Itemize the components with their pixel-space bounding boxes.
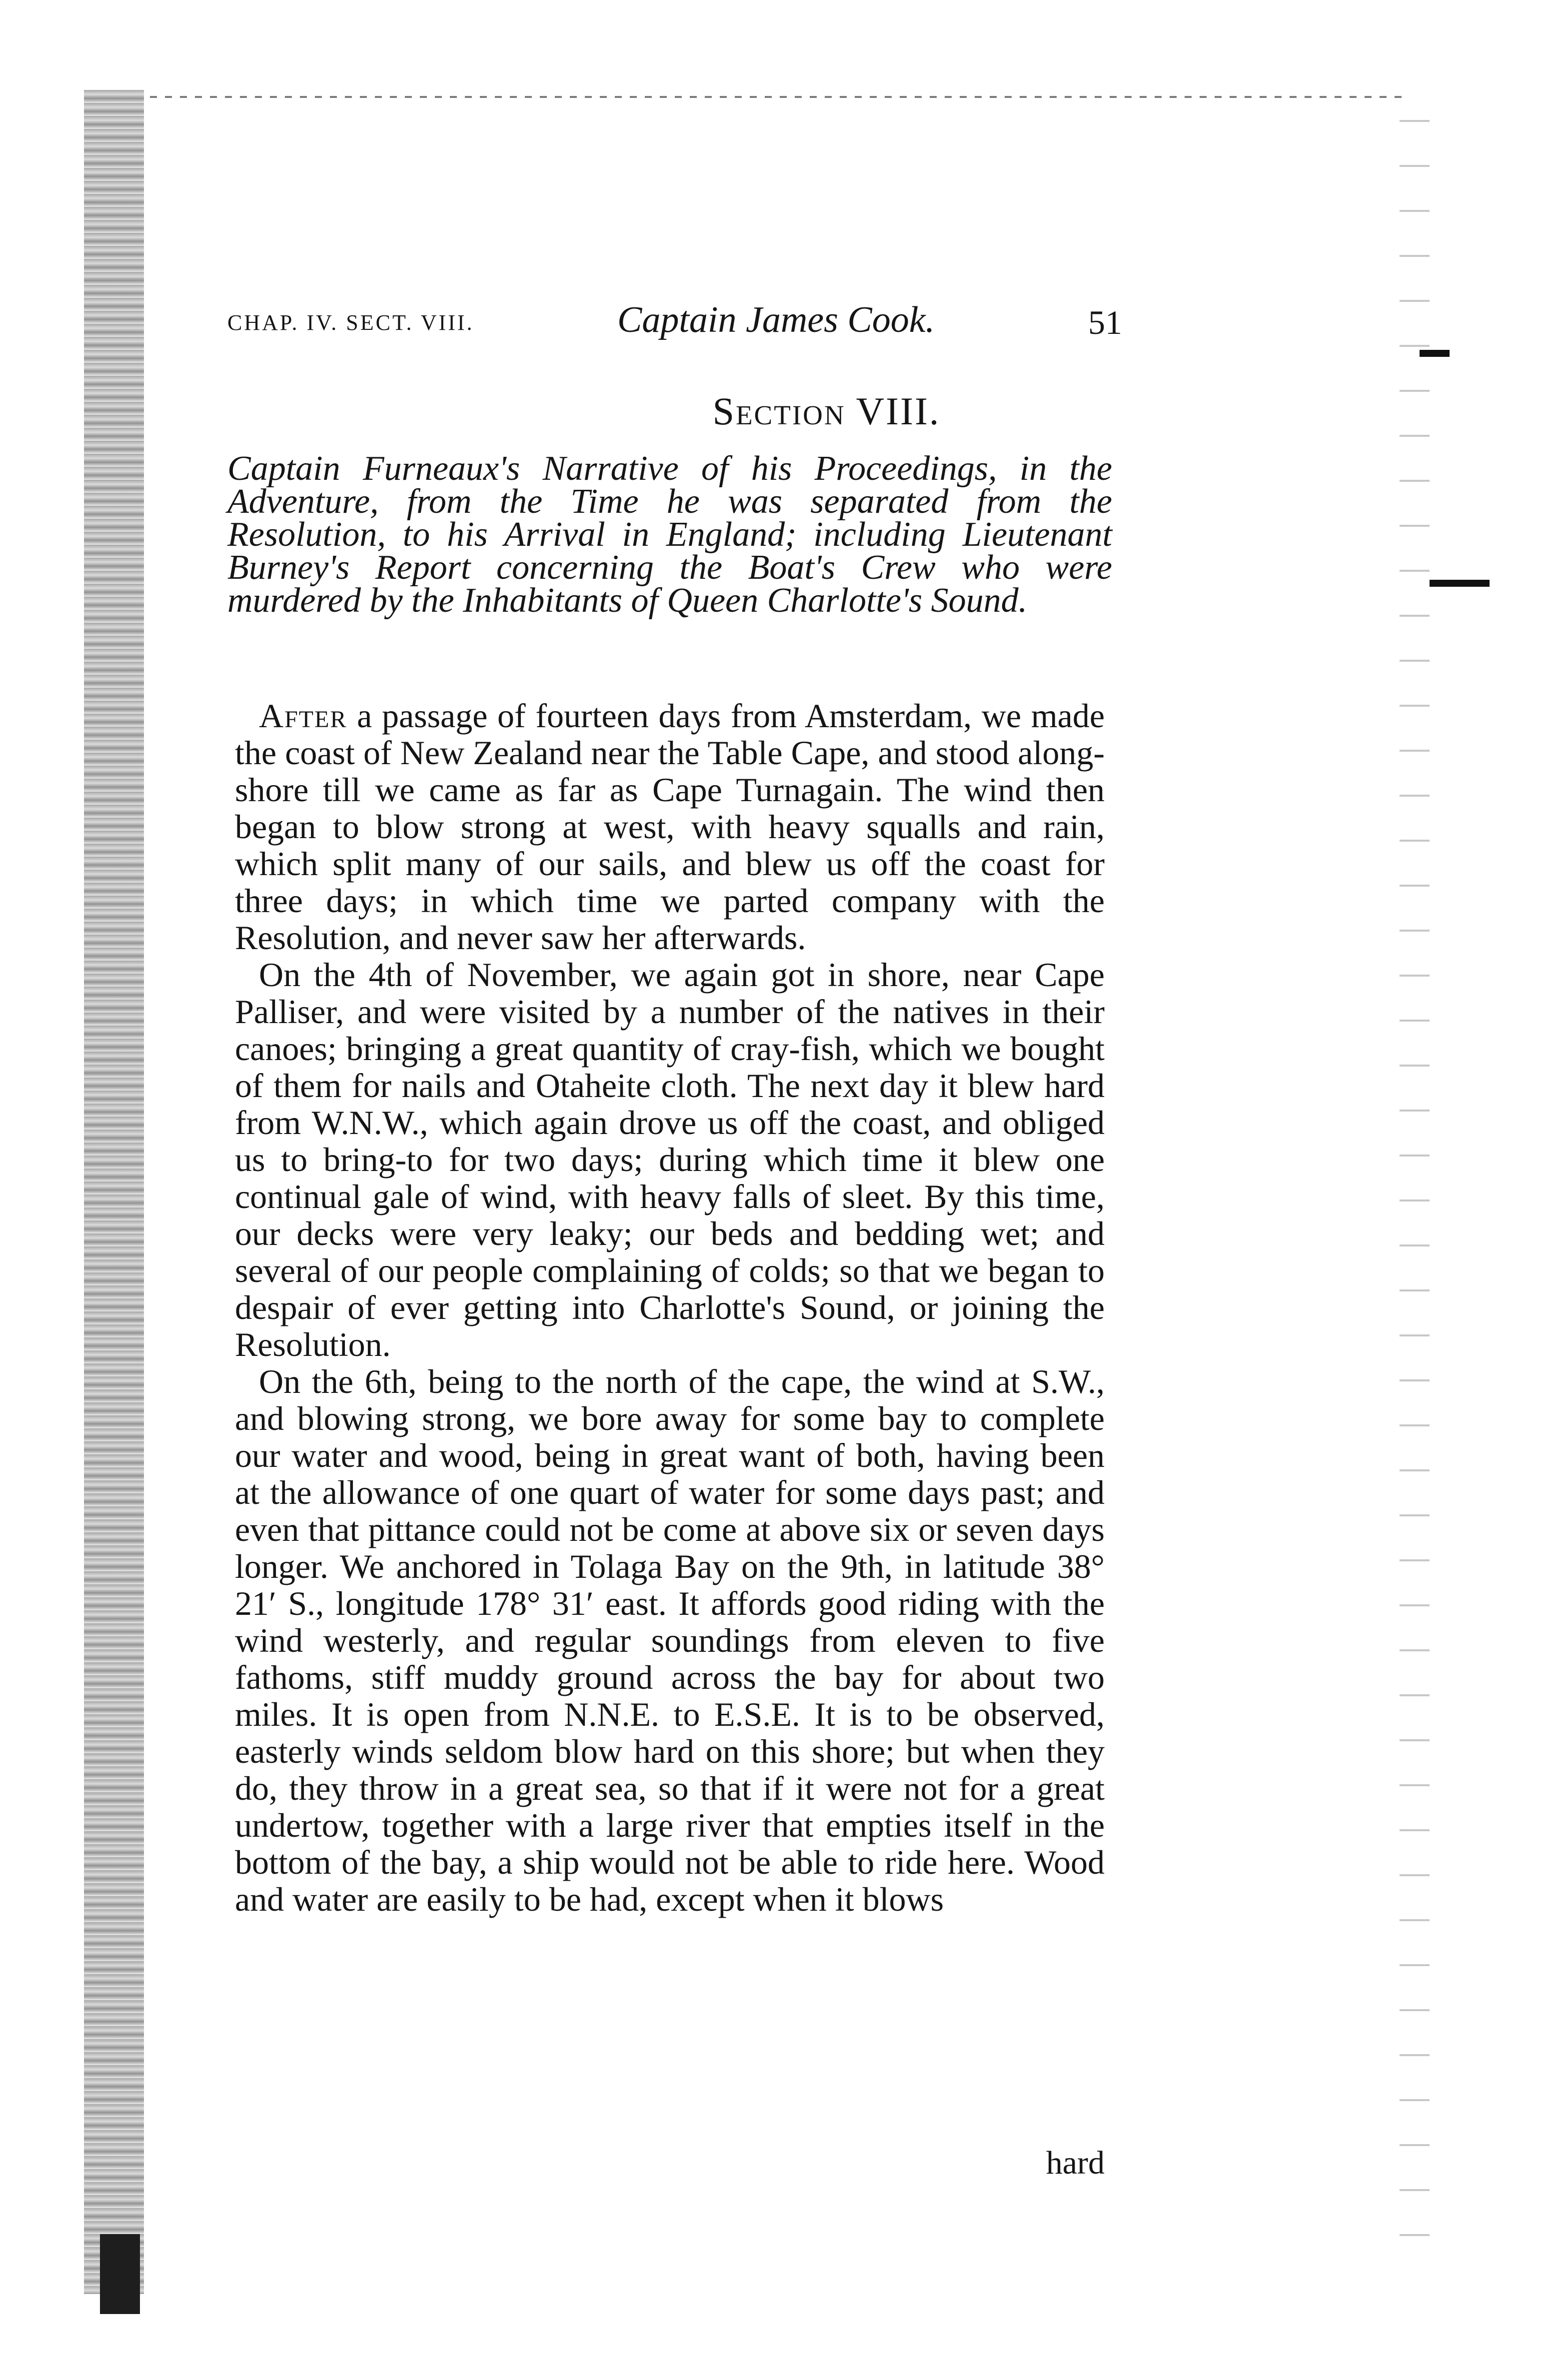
section-summary: Captain Furneaux's Narrative of his Proceedings, in the Adventure, from the Time he was separated from the Resolution, to his Arrival in England; including Lieutenant Burney's Report concerning the Boat's Crew who were murdered by the Inhabitants of Queen Charlotte's Sound.: [227, 449, 1112, 620]
section-title: [0, 389, 1558, 434]
paragraph: [235, 1363, 1105, 1918]
scan-edge-left-shadow: [100, 2234, 140, 2314]
paragraph-text: On the 4th of November, we again got in shore, near Cape Palliser, and were visited by a number of the natives in their canoes; bringing a great quantity of cray-fish, which we bought of them for nails and Otaheite cloth. The next day it blew hard from W.N.W., which again drove us off the coast, and obliged us to bring-to for two days; during which time it blew one continual gale of wind, with heavy falls of sleet. By this time, our decks were very leaky; our beds and bedding wet; and several of our people complaining of colds; so that we began to despair of ever getting into Charlotte's Sound, or joining the Resolution.: [235, 956, 1105, 1363]
book-title: Captain James Cook.: [617, 299, 935, 340]
paragraph-text: On the 6th, being to the north of the cape, the wind at S.W., and blowing strong, we bore away for some bay to complete our water and wood, being in great want of both, having been at the allowance of one quart of water for some days past; and even that pittance could not be come at above six or seven days longer. We anchored in Tolaga Bay on the 9th, in latitude 38° 21′ S., longitude 178° 31′ east. It affords good riding with the wind westerly, and regular soundings from eleven to five fathoms, stiff muddy ground across the bay for about two miles. It is open from N.N.E. to E.S.E. It is to be observed, easterly winds seldom blow hard on this shore; but when they do, they throw in a great sea, so that if it were not for a great undertow, together with a large river that empties itself in the bottom of the bay, a ship would not be able to ride here. Wood and water are easily to be had, except when it blows: [235, 1362, 1105, 1918]
paragraph-text: a passage of fourteen days from Amsterdam, we made the coast of New Zealand near the Table Cape, and stood along-shore till we came as far as Cape Turnagain. The wind then began to blow strong at west, with heavy squalls and rain, which split many of our sails, and blew us off the coast for three days; in which time we parted company with the Resolution, and never saw her afterwards.: [235, 697, 1105, 957]
body-text: [235, 697, 1105, 1918]
scan-mark: [1420, 350, 1450, 357]
paragraph: [235, 697, 1105, 956]
scan-edge-top: [150, 96, 1405, 98]
scan-mark: [1430, 580, 1490, 587]
page-number: 51: [1088, 303, 1122, 341]
paragraph-lead: After: [259, 697, 347, 735]
paragraph: [235, 956, 1105, 1363]
section-title-text: Section VIII.: [712, 389, 941, 433]
catchword: hard: [1046, 2145, 1105, 2181]
running-head: [227, 299, 1122, 344]
chapter-heading: CHAP. IV. SECT. VIII.: [227, 310, 474, 335]
